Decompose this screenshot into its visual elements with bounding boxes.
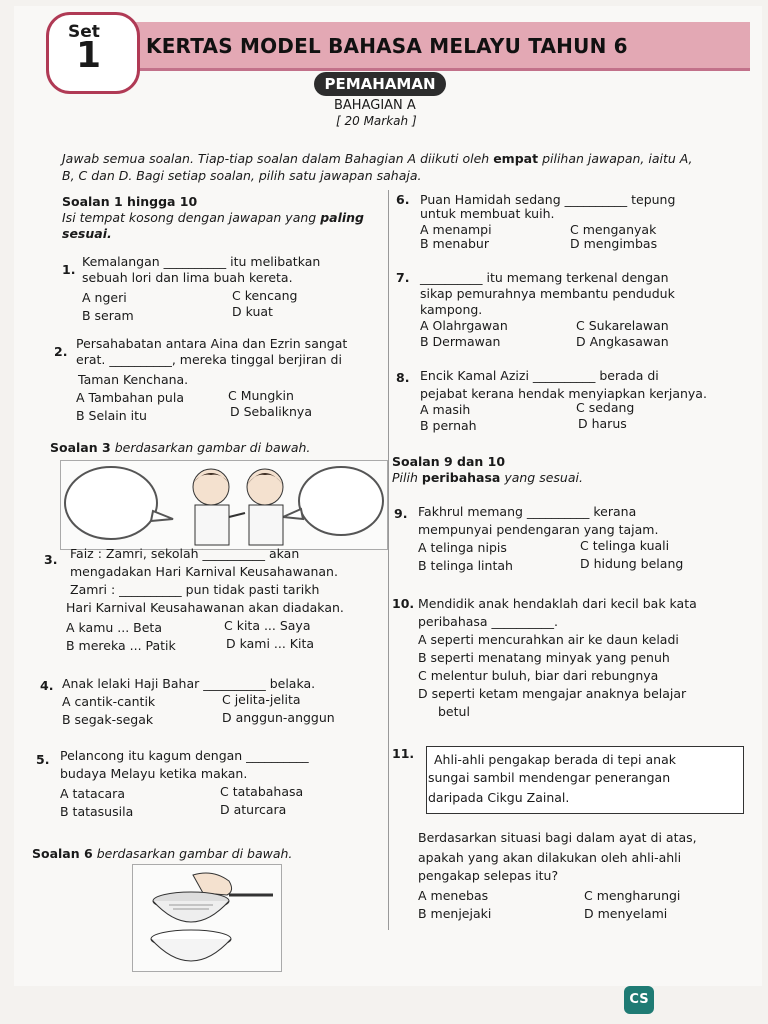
option-b[interactable]: B menabur bbox=[420, 236, 489, 251]
sieve-picture bbox=[133, 865, 281, 971]
option-c[interactable]: C tatabahasa bbox=[220, 784, 304, 799]
option-a[interactable]: A kamu ... Beta bbox=[66, 620, 162, 635]
option-b[interactable]: B tatasusila bbox=[60, 804, 134, 819]
option-d[interactable]: D seperti ketam mengajar anaknya belajar bbox=[418, 686, 687, 701]
option-d[interactable]: D Sebaliknya bbox=[230, 404, 312, 419]
option-c[interactable]: C telinga kuali bbox=[580, 538, 670, 553]
option-c[interactable]: C melentur buluh, biar dari rebungnya bbox=[418, 668, 659, 683]
boys-talking-picture bbox=[61, 461, 387, 549]
option-d[interactable]: D anggun-anggun bbox=[222, 710, 335, 725]
option-b[interactable]: B menjejaki bbox=[418, 906, 492, 921]
option-a[interactable]: A seperti mencurahkan air ke daun keladi bbox=[418, 632, 679, 647]
option-a[interactable]: A menampi bbox=[420, 222, 492, 237]
camscanner-logo: CS bbox=[624, 986, 654, 1014]
option-d-continued: betul bbox=[438, 704, 470, 719]
option-c[interactable]: C menganyak bbox=[570, 222, 657, 237]
illustration-sieve bbox=[132, 864, 282, 972]
option-a[interactable]: A menebas bbox=[418, 888, 489, 903]
option-c[interactable]: C Sukarelawan bbox=[576, 318, 669, 333]
option-c[interactable]: C kencang bbox=[232, 288, 298, 303]
option-d[interactable]: D harus bbox=[578, 416, 627, 431]
option-d[interactable]: D menyelami bbox=[584, 906, 668, 921]
option-a[interactable]: A cantik-cantik bbox=[62, 694, 156, 709]
group9-instruction: Pilih peribahasa yang sesuai. bbox=[392, 470, 583, 485]
option-d[interactable]: D kuat bbox=[232, 304, 273, 319]
group6-instruction: Soalan 6 berdasarkan gambar di bawah. bbox=[32, 846, 293, 861]
option-c[interactable]: C jelita-jelita bbox=[222, 692, 301, 707]
part-title: BAHAGIAN A bbox=[334, 98, 416, 113]
option-a[interactable]: A Tambahan pula bbox=[76, 390, 184, 405]
part-marks: [ 20 Markah ] bbox=[336, 114, 417, 128]
set-number: 1 bbox=[76, 35, 102, 76]
option-b[interactable]: B seperti menatang minyak yang penuh bbox=[418, 650, 670, 665]
section-label: PEMAHAMAN bbox=[314, 72, 446, 96]
option-c[interactable]: C Mungkin bbox=[228, 388, 294, 403]
option-a[interactable]: A ngeri bbox=[82, 290, 127, 305]
option-d[interactable]: D hidung belang bbox=[580, 556, 684, 571]
option-d[interactable]: D kami ... Kita bbox=[226, 636, 315, 651]
option-b[interactable]: B Dermawan bbox=[420, 334, 501, 349]
option-c[interactable]: C kita ... Saya bbox=[224, 618, 311, 633]
group3-instruction: Soalan 3 berdasarkan gambar di bawah. bbox=[50, 440, 311, 455]
option-a[interactable]: A telinga nipis bbox=[418, 540, 507, 555]
option-b[interactable]: B telinga lintah bbox=[418, 558, 513, 573]
option-a[interactable]: A tatacara bbox=[60, 786, 125, 801]
option-d[interactable]: D Angkasawan bbox=[576, 334, 669, 349]
option-b[interactable]: B Selain itu bbox=[76, 408, 147, 423]
option-b[interactable]: B segak-segak bbox=[62, 712, 154, 727]
group9-title: Soalan 9 dan 10 bbox=[392, 454, 506, 469]
option-d[interactable]: D mengimbas bbox=[570, 236, 658, 251]
option-b[interactable]: B mereka ... Patik bbox=[66, 638, 176, 653]
option-a[interactable]: A masih bbox=[420, 402, 471, 417]
option-d[interactable]: D aturcara bbox=[220, 802, 287, 817]
instructions: Jawab semua soalan. Tiap-tiap soalan dalam Bahagian A diikuti oleh empat pilihan jawapan, iaitu A, B, C dan D. Bagi setiap soalan, pilih satu jawapan sahaja. bbox=[62, 151, 693, 183]
page-title: KERTAS MODEL BAHASA MELAYU TAHUN 6 bbox=[146, 34, 628, 58]
illustration-two-boys bbox=[60, 460, 388, 550]
option-b[interactable]: B seram bbox=[82, 308, 134, 323]
option-a[interactable]: A Olahrgawan bbox=[420, 318, 508, 333]
option-c[interactable]: C sedang bbox=[576, 400, 635, 415]
group1-title: Soalan 1 hingga 10 bbox=[62, 194, 198, 209]
option-b[interactable]: B pernah bbox=[420, 418, 477, 433]
group1-instruction: Isi tempat kosong dengan jawapan yang paling sesuai. bbox=[62, 210, 365, 241]
option-c[interactable]: C mengharungi bbox=[584, 888, 681, 903]
column-divider bbox=[388, 190, 389, 930]
set-label: Set bbox=[68, 22, 100, 42]
